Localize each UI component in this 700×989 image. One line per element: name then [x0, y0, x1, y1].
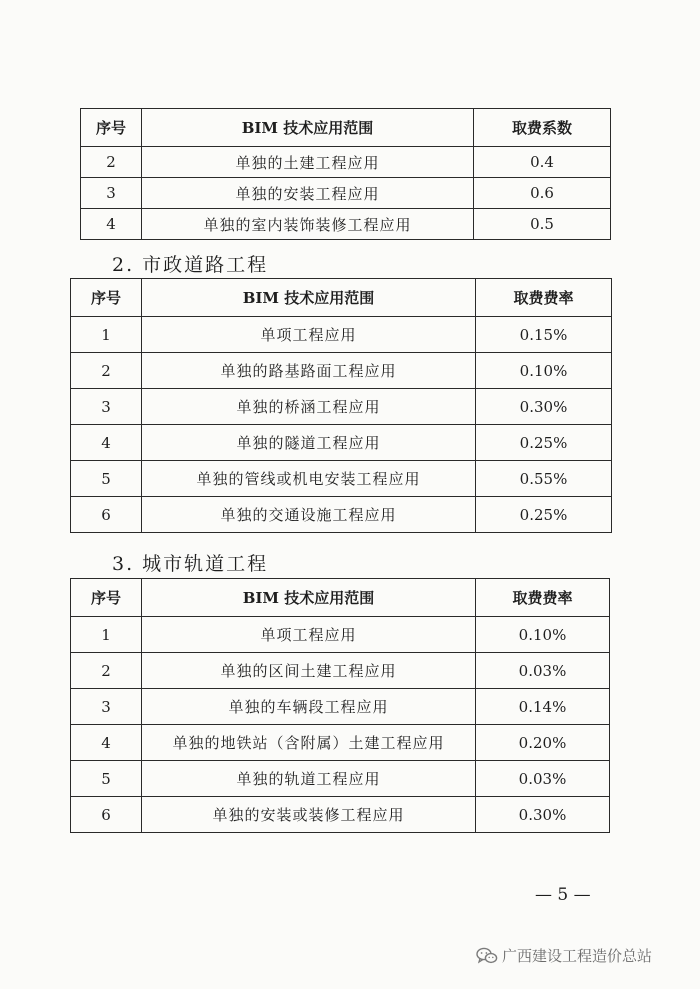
table-row	[71, 725, 610, 761]
municipal-road-fee-table	[70, 278, 612, 533]
table-row	[81, 209, 611, 240]
header-no: 序号	[71, 279, 142, 317]
row-value: 0.6	[474, 178, 611, 209]
table-row	[71, 617, 610, 653]
table-row	[71, 497, 612, 533]
row-no: 1	[71, 617, 142, 653]
row-value: 0.20%	[476, 725, 610, 761]
table-row	[71, 689, 610, 725]
header-scope: BIM 技术应用范围	[142, 279, 476, 317]
fee-coefficient-table	[80, 108, 611, 240]
row-scope: 单独的轨道工程应用	[142, 761, 476, 797]
row-no: 1	[71, 317, 142, 353]
table-body	[71, 579, 610, 833]
header-value: 取费系数	[474, 109, 611, 147]
row-no: 2	[81, 147, 142, 178]
row-no: 5	[71, 761, 142, 797]
table-row	[71, 653, 610, 689]
header-no: 序号	[71, 579, 142, 617]
page-number: — 5 —	[535, 885, 591, 905]
row-scope: 单独的安装工程应用	[142, 178, 474, 209]
row-scope: 单独的土建工程应用	[142, 147, 474, 178]
table-header-row	[71, 279, 612, 317]
row-scope: 单独的室内装饰装修工程应用	[142, 209, 474, 240]
row-value: 0.10%	[476, 617, 610, 653]
table-row	[71, 461, 612, 497]
row-scope: 单独的桥涵工程应用	[142, 389, 476, 425]
row-no: 3	[71, 389, 142, 425]
row-scope: 单独的车辆段工程应用	[142, 689, 476, 725]
row-value: 0.03%	[476, 761, 610, 797]
row-scope: 单独的区间土建工程应用	[142, 653, 476, 689]
row-value: 0.55%	[476, 461, 612, 497]
row-value: 0.10%	[476, 353, 612, 389]
row-value: 0.5	[474, 209, 611, 240]
table-row	[71, 389, 612, 425]
table-row	[71, 353, 612, 389]
row-no: 3	[71, 689, 142, 725]
table-body	[71, 279, 612, 533]
row-value: 0.03%	[476, 653, 610, 689]
row-scope: 单独的地铁站（含附属）土建工程应用	[142, 725, 476, 761]
row-value: 0.25%	[476, 497, 612, 533]
section-title-municipal-road: 2. 市政道路工程	[112, 254, 269, 276]
row-no: 4	[71, 425, 142, 461]
row-value: 0.30%	[476, 797, 610, 833]
row-scope: 单独的隧道工程应用	[142, 425, 476, 461]
row-value: 0.4	[474, 147, 611, 178]
table-row	[81, 147, 611, 178]
watermark	[476, 945, 652, 966]
table-row	[71, 317, 612, 353]
watermark-text: 广西建设工程造价总站	[502, 947, 653, 965]
header-value: 取费费率	[476, 279, 612, 317]
header-scope: BIM 技术应用范围	[142, 109, 474, 147]
row-no: 6	[71, 797, 142, 833]
wechat-icon	[476, 947, 498, 965]
section-title-urban-rail: 3. 城市轨道工程	[112, 553, 269, 575]
table-row	[71, 425, 612, 461]
table-row	[81, 178, 611, 209]
table-header-row	[71, 579, 610, 617]
header-scope: BIM 技术应用范围	[142, 579, 476, 617]
row-value: 0.15%	[476, 317, 612, 353]
row-no: 2	[71, 353, 142, 389]
row-scope: 单独的管线或机电安装工程应用	[142, 461, 476, 497]
table-row	[71, 761, 610, 797]
header-no: 序号	[81, 109, 142, 147]
header-value: 取费费率	[476, 579, 610, 617]
row-value: 0.14%	[476, 689, 610, 725]
row-no: 3	[81, 178, 142, 209]
row-no: 4	[71, 725, 142, 761]
row-scope: 单项工程应用	[142, 317, 476, 353]
table-header-row	[81, 109, 611, 147]
row-no: 2	[71, 653, 142, 689]
row-scope: 单独的路基路面工程应用	[142, 353, 476, 389]
row-no: 4	[81, 209, 142, 240]
table-row	[71, 797, 610, 833]
row-value: 0.25%	[476, 425, 612, 461]
table-body	[81, 109, 611, 240]
row-scope: 单项工程应用	[142, 617, 476, 653]
row-no: 5	[71, 461, 142, 497]
row-no: 6	[71, 497, 142, 533]
row-value: 0.30%	[476, 389, 612, 425]
urban-rail-fee-table	[70, 578, 610, 833]
row-scope: 单独的安装或装修工程应用	[142, 797, 476, 833]
row-scope: 单独的交通设施工程应用	[142, 497, 476, 533]
